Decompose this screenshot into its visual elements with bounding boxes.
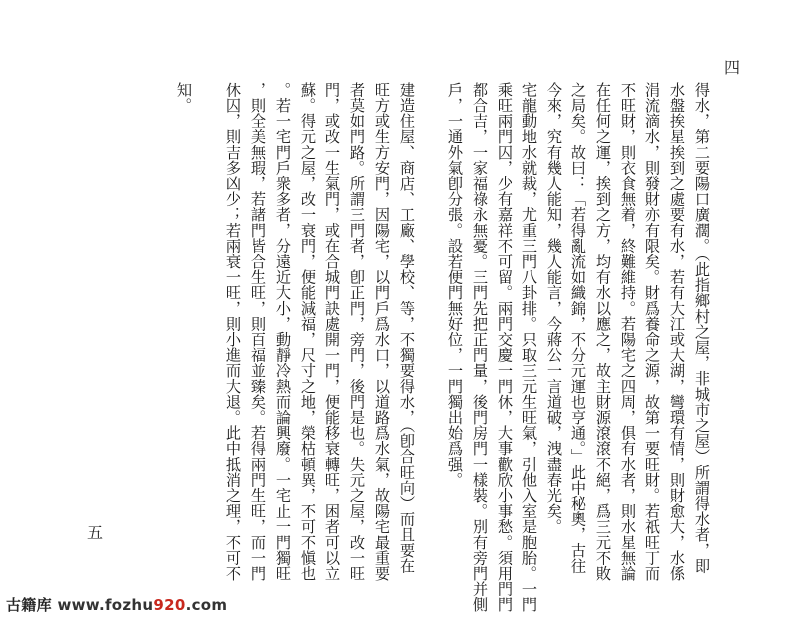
text-column: 知。	[175, 82, 193, 114]
watermark	[6, 594, 227, 615]
watermark-url-number: 920	[153, 596, 186, 614]
text-column: 得水，第二要陽口廣濶。（此指鄉村之屋，非城市之屋）所謂得水者，即	[693, 82, 711, 574]
text-column: 者莫如門路。所謂三門者，卽正門，旁門，後門是也。失元之屋，改一旺	[348, 82, 366, 582]
text-column: 都合吉，一家福祿永無憂。三門先把正門量，後門房門一樣裝。別有旁門并側	[471, 82, 489, 613]
text-column: 。若一宅門戶衆多者，分遠近大小，動靜冷熱而論興廢。一宅止一門獨旺	[274, 82, 292, 582]
text-column: ，則全美無瑕，若諸門皆合生旺，則百福並臻矣。若得兩門生旺，而一門	[249, 82, 267, 582]
text-column: 今來，究有幾人能知，幾人能言，今蔣公一言道破，洩盡春光矣。	[545, 82, 563, 535]
text-column: 建造住屋、商店、工廠、學校、等，不獨要得水，（卽合旺向）而且要在	[398, 82, 416, 574]
text-column: 戶，一通外氣卽分張。設若便門無好位，一門獨出始爲强。	[446, 82, 464, 488]
text-column: 水盤挨星挨到之處要有水，若有大江或大湖，彎環有情，則財愈大，水係	[668, 82, 686, 582]
watermark-url-prefix: www.fozhu	[57, 596, 154, 614]
watermark-url-suffix: .com	[185, 596, 228, 614]
text-column: 旺方或生方安門，因陽宅，以門戶爲水口，以道路爲水氣，故陽宅最重要	[373, 82, 391, 582]
text-column: 蘇。得元之屋，改一衰門，便能減福，尺寸之地，榮枯頓異，不可不愼也	[299, 82, 317, 582]
text-column: 不旺財，則衣食無着，終難維持。若陽宅之四周，俱有水者，則水星無論	[619, 82, 637, 582]
text-column: 宅龍動地水就裁，尤重三門八卦排。只取三元生旺氣，引他入室是胞胎。一門	[520, 82, 538, 613]
watermark-brand: 古籍库	[6, 596, 52, 614]
page-number-left: 五	[87, 523, 104, 542]
text-column: 乘旺兩門囚，少有嘉祥不可留。兩門交慶一門休，大事歡欣小事愁。須用門門	[496, 82, 514, 613]
text-column: 涓流滴水，則發財亦有限矣。財爲養命之源，故第一要旺財。若祇旺丁而	[643, 82, 661, 582]
text-column: 在任何之運，挨到之方，均有水以應之，故主財源滾滾不絕，爲三元不敗	[594, 82, 612, 582]
text-column: 門，或改一生氣門，或在合城門訣處開一門，便能移衰轉旺，困者可以立	[323, 82, 341, 582]
text-column: 之局矣。故曰：「若得亂流如織錦，不分元運也亨通。」此中秘奧，古往	[569, 82, 587, 574]
page-number-right: 四	[724, 58, 741, 77]
text-column: 休囚，則吉多凶少；若兩衰一旺，則小進而大退。此中抵消之理，不可不	[224, 82, 242, 582]
